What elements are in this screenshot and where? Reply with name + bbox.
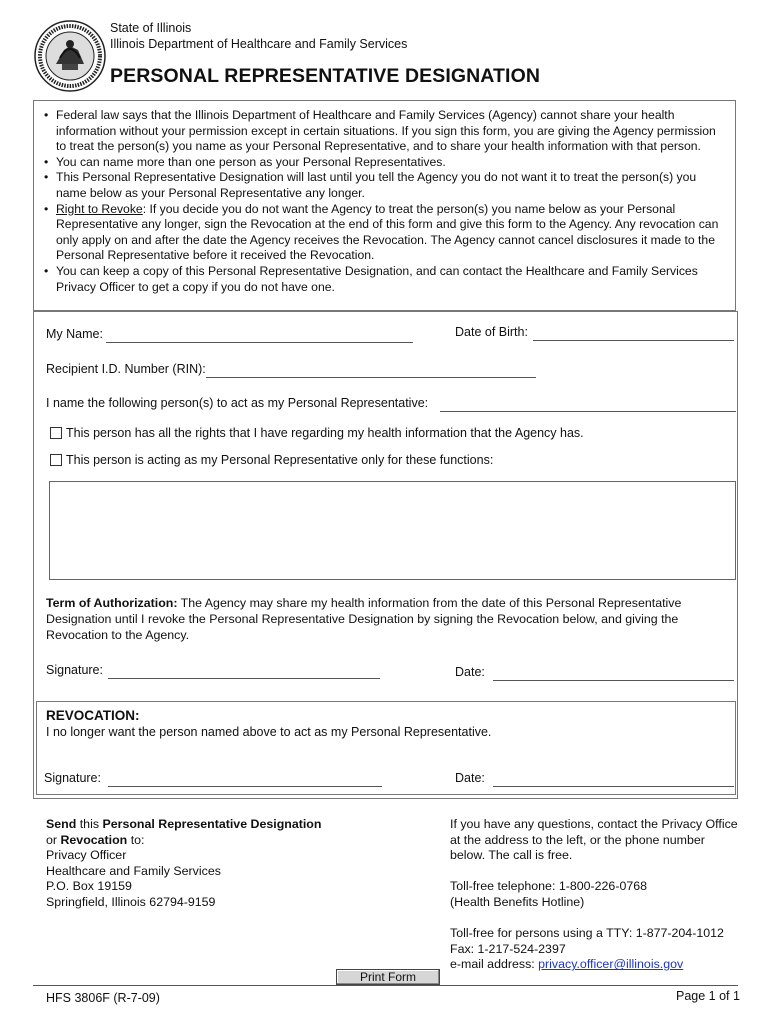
info-bullet-federal-law: • Federal law says that the Illinois Department of Healthcare and Family Services (Agency) cannot share your health information without your permission except in certain situations. If you sign this form, you are giving the Agency permission to treat the person(s) you name as your Personal Representative, and to share your health information with that person. xyxy=(42,108,722,155)
department-name: Illinois Department of Healthcare and Family Services xyxy=(110,37,408,51)
revocation-signature-label: Signature: xyxy=(44,771,101,785)
all-rights-checkbox[interactable] xyxy=(50,427,62,439)
address-line-4: Springfield, Illinois 62794-9159 xyxy=(46,894,216,909)
info-bullet-right-to-revoke xyxy=(42,202,722,264)
date-label: Date: xyxy=(455,665,485,679)
address-line-3: P.O. Box 19159 xyxy=(46,879,132,894)
date-field[interactable] xyxy=(493,679,734,681)
my-name-label: My Name: xyxy=(46,327,103,341)
limited-functions-checkbox[interactable] xyxy=(50,454,62,466)
signature-field[interactable] xyxy=(108,677,380,679)
revocation-date-field[interactable] xyxy=(493,785,734,787)
send-word: Send xyxy=(46,817,77,831)
email-link[interactable]: privacy.officer@illinois.gov xyxy=(538,957,684,972)
info-bullet-duration: • This Personal Representative Designation will last until you tell the Agency you do not want it to treat the person(s) you name below as your Personal Representative any longer. xyxy=(42,170,722,201)
send-line-1 xyxy=(46,817,426,833)
page-number: Page 1 of 1 xyxy=(676,989,740,1003)
send-mid: this xyxy=(76,817,103,831)
send-line-2 xyxy=(46,833,426,849)
revocation-date-label: Date: xyxy=(455,771,485,785)
contact-line-3: below. The call is free. xyxy=(450,848,573,863)
contact-block xyxy=(450,817,750,973)
address-line-2: Healthcare and Family Services xyxy=(46,863,221,878)
health-benefits-hotline: (Health Benefits Hotline) xyxy=(450,894,585,909)
form-id: HFS 3806F (R-7-09) xyxy=(46,991,160,1005)
date-of-birth-label: Date of Birth: xyxy=(455,325,528,339)
footer-divider xyxy=(33,985,738,986)
send-revocation: Revocation xyxy=(60,832,128,847)
state-name: State of Illinois xyxy=(110,21,192,35)
page-title: PERSONAL REPRESENTATIVE DESIGNATION xyxy=(110,65,541,87)
right-to-revoke-label: Right to Revoke xyxy=(56,201,143,216)
rin-label: Recipient I.D. Number (RIN): xyxy=(46,362,206,376)
representative-label: I name the following person(s) to act as my Personal Representative: xyxy=(46,396,429,410)
revocation-box xyxy=(36,701,736,795)
address-line-1: Privacy Officer xyxy=(46,848,127,863)
functions-textarea[interactable] xyxy=(49,481,736,580)
revocation-text: I no longer want the person named above to act as my Personal Representative. xyxy=(46,725,492,739)
information-list xyxy=(42,108,722,295)
representative-name-field[interactable] xyxy=(440,410,736,412)
date-of-birth-field[interactable] xyxy=(533,339,734,341)
send-to: to: xyxy=(127,832,145,847)
state-seal-icon xyxy=(34,20,106,92)
tty-phone: Toll-free for persons using a TTY: 1-877-204-1012 xyxy=(450,926,724,941)
rin-field[interactable] xyxy=(206,376,536,378)
info-bullet-multiple-reps: • You can name more than one person as your Personal Representatives. xyxy=(42,155,722,171)
send-designation: Personal Representative Designation xyxy=(102,817,322,831)
email-line xyxy=(450,957,750,973)
fax-number: Fax: 1-217-524-2397 xyxy=(450,941,566,956)
print-form-button[interactable]: Print Form xyxy=(336,969,440,985)
my-name-field[interactable] xyxy=(106,341,413,343)
term-label: Term of Authorization: xyxy=(46,596,178,610)
term-of-authorization xyxy=(46,595,726,643)
contact-line-2: at the address to the left, or the phone number xyxy=(450,832,705,847)
send-address-block xyxy=(46,817,426,911)
term-text: The Agency may share my health information from the date of this Personal Representative Designation until I revoke the Personal Representative Designation by signing the Revocation below, and giving the Revocation to the Agency. xyxy=(46,596,682,642)
info-bullet-copy: • You can keep a copy of this Personal Representative Designation, and can contact the Healthcare and Family Services Privacy Officer to get a copy if you do not have one. xyxy=(42,264,722,295)
email-label: e-mail address: xyxy=(450,957,539,972)
contact-line-1: If you have any questions, contact the Privacy Office xyxy=(450,817,738,831)
toll-free-phone: Toll-free telephone: 1-800-226-0768 xyxy=(450,879,648,894)
limited-functions-label: This person is acting as my Personal Representative only for these functions: xyxy=(66,453,494,467)
information-box xyxy=(33,100,736,311)
send-or: or xyxy=(46,832,61,847)
all-rights-label: This person has all the rights that I have regarding my health information that the Agency has. xyxy=(66,426,584,440)
right-to-revoke-text: : If you decide you do not want the Agency to treat the person(s) you name below as your Personal Representative any longer, sign the Revocation at the end of this form and give this form to the Agency. Any revocation can only apply on and after the date the Agency receives the Revocation. The Agency cannot cancel disclosures it made to the Personal Representative before it received the Revocation. xyxy=(56,201,719,263)
revocation-signature-field[interactable] xyxy=(108,785,382,787)
signature-label: Signature: xyxy=(46,663,103,677)
revocation-title: REVOCATION: xyxy=(46,708,140,723)
